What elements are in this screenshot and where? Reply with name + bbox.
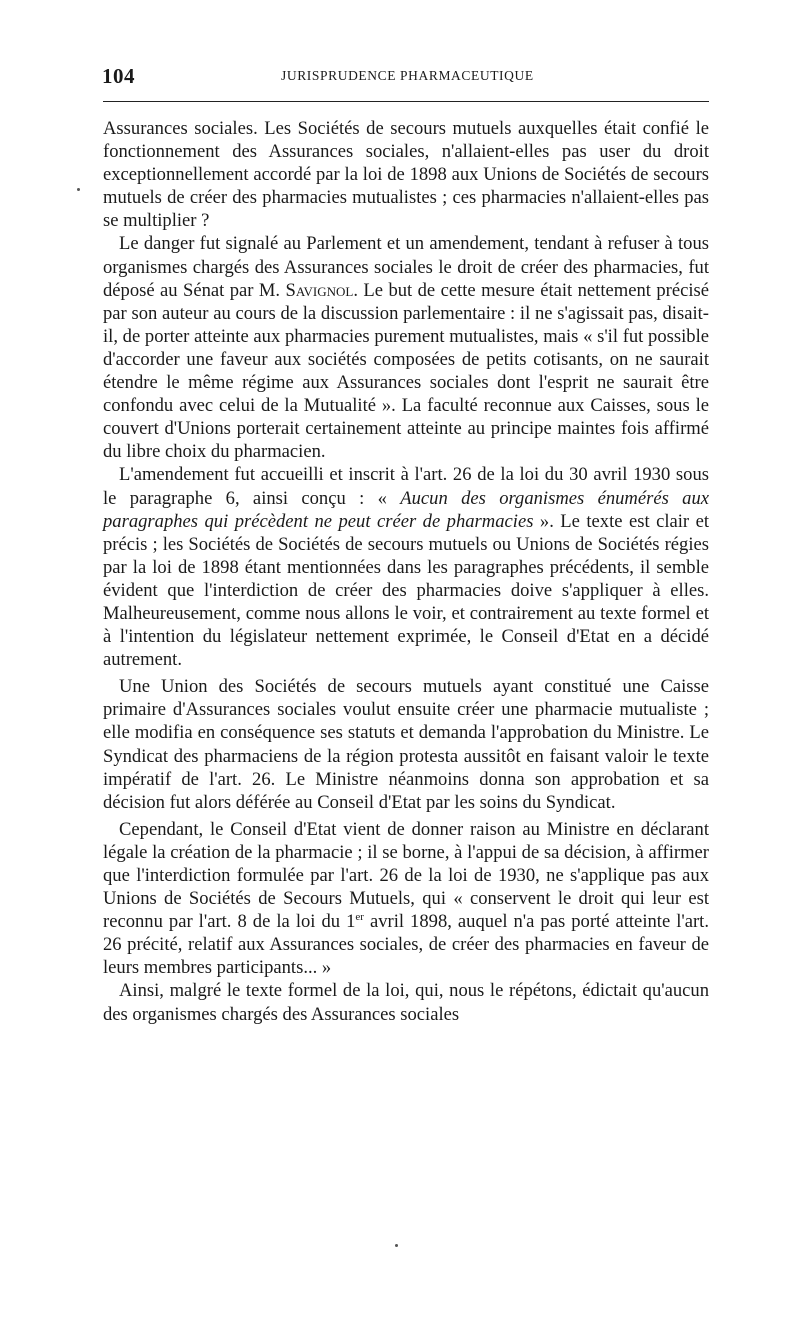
paragraph-3	[103, 463, 709, 671]
law-quotation: Aucun des organismes énumérés aux paragraphes qui précèdent ne peut créer de pharmacies	[103, 487, 710, 532]
body-text	[103, 117, 709, 1026]
paragraph-2-start: Le danger fut signalé au Parlement et un amendement, tendant à refuser à tous organismes chargés des Assurances sociales le droit de créer des pharmacies, fut déposé au Sénat par M.	[103, 233, 709, 301]
book-page	[102, 60, 710, 1025]
paragraph-2	[103, 232, 709, 463]
paragraph-3-start: L'amendement fut accueilli et inscrit à l'art. 26 de la loi du 30 avril 1930 sous le paragraphe 6, ainsi conçu : «	[103, 464, 709, 509]
paragraph-3-end: ». Le texte est clair et précis ; les Sociétés de Sociétés de secours mutuels ou Unions de Sociétés régies par la loi de 1898 étant mentionnées dans les paragraphes précédents, il semble évident que l'interdiction de créer des pharmacies doive s'appliquer à elles. Malheureusement, comme nous allons le voir, et contrairement au texte formel et à l'intention du législateur nettement exprimée, le Conseil d'Etat en a décidé autrement.	[103, 510, 709, 671]
scan-speck	[77, 188, 80, 191]
paragraph-4: Une Union des Sociétés de secours mutuels ayant constitué une Caisse primaire d'Assurances sociales voulut ensuite créer une pharmacie mutualiste ; elle modifia en conséquence ses statuts et demanda l'approbation du Ministre. Le Syndicat des pharmaciens de la région protesta aussitôt en faisant valoir le texte impératif de l'art. 26. Le Ministre néanmoins donna son approbation et sa décision fut alors déférée au Conseil d'Etat par les soins du Syndicat.	[103, 676, 709, 813]
paragraph-1: Assurances sociales. Les Sociétés de secours mutuels auxquelles était confié le fonctionnement des Assurances sociales, n'allaient-elles pas user du droit exceptionnellement accordé par la loi de 1898 aux Unions de Sociétés de secours mutuels de créer des pharmacies mutualistes ; ces pharmacies n'allaient-elles pas se multiplier ?	[103, 118, 709, 232]
paragraph-2-end: . Le but de cette mesure était nettement précisé par son auteur au cours de la discussion parlementaire : il ne s'agissait pas, disait-il, de porter atteinte aux pharmacies purement mutualistes, mais « s'il fut possible d'accorder une faveur aux sociétés composées de petits cotisants, on ne saurait étendre le même régime aux Assurances sociales dont l'esprit ne saurait être confondu avec celui de la Mutualité ». La faculté reconnue aux Caisses, sous le couvert d'Unions porterait certainement atteinte au principe maintes fois affirmé du libre choix du pharmacien.	[103, 279, 709, 463]
paragraph-5-end: avril 1898, auquel n'a pas porté atteinte l'art. 26 précité, relatif aux Assurances sociales, de créer des pharmacies en faveur de leurs membres participants... »	[103, 911, 709, 979]
paragraph-5-start: Cependant, le Conseil d'Etat vient de donner raison au Ministre en déclarant légale la création de la pharmacie ; il se borne, à l'appui de sa décision, à affirmer que l'interdiction formulée par l'art. 26 de la loi de 1930, ne s'applique pas aux Unions de Sociétés de Secours Mutuels, qui « conservent le droit qui leur est reconnu par l'art. 8 de la loi du 1	[103, 818, 709, 933]
ordinal-superscript: er	[355, 911, 364, 923]
author-name: Savignol	[285, 279, 354, 301]
running-head	[103, 60, 709, 90]
running-title: JURISPRUDENCE PHARMACEUTIQUE	[281, 68, 534, 83]
page-number: 104	[102, 64, 135, 88]
paragraph-5	[103, 818, 709, 980]
scan-speck	[395, 1244, 398, 1247]
header-rule	[103, 101, 709, 102]
paragraph-6: Ainsi, malgré le texte formel de la loi, qui, nous le répétons, édictait qu'aucun des organismes chargés des Assurances sociales	[103, 980, 709, 1025]
